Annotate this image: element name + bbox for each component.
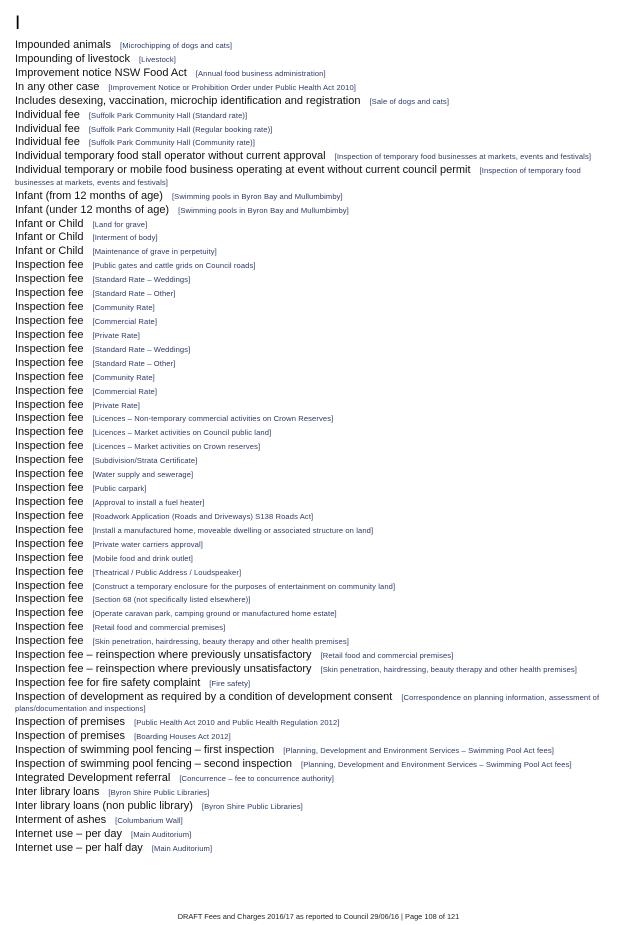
index-entry bbox=[15, 525, 615, 537]
entry-term: Inspection fee bbox=[15, 537, 84, 550]
index-entry bbox=[15, 553, 615, 565]
page-footer: DRAFT Fees and Charges 2016/17 as reported to Council 29/06/16 | Page 108 of 121 bbox=[177, 912, 460, 921]
entry-reference-link[interactable]: [Skin penetration, hairdressing, beauty therapy and other health premises] bbox=[320, 665, 578, 675]
index-entry bbox=[15, 581, 615, 593]
entry-term: Inspection of development as required by a condition of development consent bbox=[15, 690, 393, 703]
index-entry bbox=[15, 829, 615, 841]
index-entry bbox=[15, 165, 615, 188]
entry-reference-link[interactable]: [Roadwork Application (Roads and Driveways) S138 Roads Act] bbox=[92, 511, 314, 521]
index-entry bbox=[15, 400, 615, 412]
entry-reference-link[interactable]: [Construct a temporary enclosure for the purposes of entertainment on community land] bbox=[92, 581, 396, 591]
entry-term: Inspection fee bbox=[15, 454, 84, 467]
index-entry bbox=[15, 344, 615, 356]
entry-term: Inspection fee bbox=[15, 565, 84, 578]
entry-term: Inspection fee bbox=[15, 287, 84, 300]
entry-reference-link[interactable]: [Commercial Rate] bbox=[92, 317, 158, 327]
entry-reference-link[interactable]: [Inspection of temporary food businesses at markets, events and festivals] bbox=[15, 166, 581, 187]
entry-reference-link[interactable]: [Operate caravan park, camping ground or manufactured home estate] bbox=[92, 609, 337, 619]
index-entry bbox=[15, 731, 615, 743]
entry-term: Inspection fee bbox=[15, 398, 84, 411]
index-entry bbox=[15, 137, 615, 149]
index-entry bbox=[15, 205, 615, 217]
entry-term: In any other case bbox=[15, 80, 100, 93]
entry-reference-link[interactable]: [Land for grave] bbox=[92, 219, 148, 229]
entry-reference-link[interactable]: [Standard Rate – Weddings] bbox=[92, 344, 191, 354]
entry-term: Inspection fee bbox=[15, 440, 84, 453]
entry-term: Inspection fee bbox=[15, 273, 84, 286]
index-entry bbox=[15, 608, 615, 620]
entry-term: Inspection fee bbox=[15, 551, 84, 564]
entry-term: Individual temporary food stall operator without current approval bbox=[15, 150, 326, 163]
entry-term: Impounding of livestock bbox=[15, 52, 130, 65]
index-entry bbox=[15, 316, 615, 328]
index-entry bbox=[15, 483, 615, 495]
entry-reference-link[interactable]: [Inspection of temporary food businesses at markets, events and festivals] bbox=[334, 152, 592, 162]
entry-reference-link[interactable]: [Standard Rate – Other] bbox=[92, 358, 176, 368]
index-entry bbox=[15, 622, 615, 634]
entry-reference-link[interactable]: [Main Auditorium] bbox=[131, 829, 192, 839]
index-entry bbox=[15, 717, 615, 729]
entry-term: Includes desexing, vaccination, microchip identification and registration bbox=[15, 94, 361, 107]
entry-term: Impounded animals bbox=[15, 39, 112, 51]
entry-reference-link[interactable]: [Boarding Houses Act 2012] bbox=[134, 732, 231, 742]
entry-reference-link[interactable]: [Columbarium Wall] bbox=[115, 815, 183, 825]
entry-reference-link[interactable]: [Microchipping of dogs and cats] bbox=[120, 41, 233, 50]
entry-term: Inspection fee bbox=[15, 468, 84, 481]
entry-reference-link[interactable]: [Planning, Development and Environment Services – Swimming Pool Act fees] bbox=[301, 760, 572, 770]
entry-term: Infant (from 12 months of age) bbox=[15, 189, 163, 202]
entry-reference-link[interactable]: [Private water carriers approval] bbox=[92, 539, 203, 549]
entry-reference-link[interactable]: [Water supply and sewerage] bbox=[92, 470, 194, 480]
entry-term: Inter library loans (non public library) bbox=[15, 799, 193, 812]
entry-reference-link[interactable]: [Annual food business administration] bbox=[195, 68, 326, 78]
entry-reference-link[interactable]: [Main Auditorium] bbox=[151, 843, 213, 853]
index-entry bbox=[15, 815, 615, 827]
entry-term: Inspection fee bbox=[15, 496, 84, 508]
index-entry bbox=[15, 650, 615, 662]
entry-term: Inspection fee bbox=[15, 621, 84, 634]
entry-reference-link[interactable]: [Fire safety] bbox=[209, 678, 251, 688]
index-entry bbox=[15, 787, 615, 799]
index-entry bbox=[15, 539, 615, 551]
entry-reference-link[interactable]: [Correspondence on planning information, assessment of plans/documentation and inspections] bbox=[15, 692, 600, 714]
index-entry bbox=[15, 413, 615, 425]
index-entry bbox=[15, 773, 615, 785]
index-entry bbox=[15, 745, 615, 757]
entry-term: Inspection fee bbox=[15, 259, 84, 272]
index-entry bbox=[15, 664, 615, 676]
entry-term: Inspection fee bbox=[15, 509, 84, 522]
index-entry bbox=[15, 191, 615, 203]
index-entry bbox=[15, 678, 615, 690]
index-entry bbox=[15, 54, 615, 66]
entry-reference-link[interactable]: [Interment of body] bbox=[92, 233, 158, 243]
entry-reference-link[interactable]: [Suffolk Park Community Hall (Standard rate)] bbox=[88, 110, 248, 120]
index-entry bbox=[15, 219, 615, 231]
entry-term: Individual fee bbox=[15, 108, 80, 121]
index-entry bbox=[15, 455, 615, 467]
entry-reference-link[interactable]: [Byron Shire Public Libraries] bbox=[108, 787, 210, 797]
index-entry bbox=[15, 358, 615, 370]
entry-term: Interment of ashes bbox=[15, 813, 107, 826]
index-entry bbox=[15, 692, 615, 715]
index-entry bbox=[15, 594, 615, 606]
entry-term: Inspection of premises bbox=[15, 716, 126, 729]
entry-reference-link[interactable]: [Public Health Act 2010 and Public Health Regulation 2012] bbox=[134, 718, 340, 728]
index-entries bbox=[15, 40, 615, 857]
entry-reference-link[interactable]: [Retail food and commercial premises] bbox=[320, 651, 454, 661]
entry-reference-link[interactable]: [Commercial Rate] bbox=[92, 386, 158, 396]
index-entry bbox=[15, 260, 615, 272]
index-entry bbox=[15, 274, 615, 286]
entry-reference-link[interactable]: [Community Rate] bbox=[92, 372, 155, 382]
index-entry bbox=[15, 68, 615, 80]
entry-reference-link[interactable]: [Maintenance of grave in perpetuity] bbox=[92, 247, 217, 257]
entry-reference-link[interactable]: [Suffolk Park Community Hall (Community rate)] bbox=[88, 138, 255, 148]
entry-reference-link[interactable]: [Suffolk Park Community Hall (Regular booking rate)] bbox=[88, 124, 273, 134]
index-entry bbox=[15, 246, 615, 258]
entry-term: Individual fee bbox=[15, 122, 80, 135]
entry-reference-link[interactable]: [Sale of dogs and cats] bbox=[369, 96, 450, 106]
entry-term: Internet use – per day bbox=[15, 827, 123, 840]
entry-reference-link[interactable]: [Standard Rate – Weddings] bbox=[92, 275, 191, 285]
entry-term: Inspection fee – reinspection where previously unsatisfactory bbox=[15, 649, 312, 662]
index-entry bbox=[15, 110, 615, 122]
entry-reference-link[interactable]: [Licences – Market activities on Crown reserves] bbox=[92, 442, 261, 452]
entry-reference-link[interactable]: [Skin penetration, hairdressing, beauty therapy and other health premises] bbox=[92, 637, 349, 647]
index-entry bbox=[15, 82, 615, 94]
entry-reference-link[interactable]: [Mobile food and drink outlet] bbox=[92, 553, 194, 563]
entry-term: Inspection fee bbox=[15, 301, 84, 314]
entry-term: Inspection fee bbox=[15, 426, 84, 439]
entry-term: Inspection fee bbox=[15, 384, 84, 397]
entry-term: Inspection fee bbox=[15, 370, 84, 383]
entry-term: Internet use – per half day bbox=[15, 841, 143, 854]
index-entry bbox=[15, 843, 615, 855]
entry-term: Inspection of premises bbox=[15, 730, 126, 743]
entry-reference-link[interactable]: [Community Rate] bbox=[92, 303, 155, 313]
entry-term: Inspection fee bbox=[15, 635, 84, 648]
entry-reference-link[interactable]: [Theatrical / Public Address / Loudspeaker] bbox=[92, 567, 242, 577]
entry-reference-link[interactable]: [Improvement Notice or Prohibition Order under Public Health Act 2010] bbox=[108, 82, 356, 92]
entry-reference-link[interactable]: [Section 68 (not specifically listed elsewhere)] bbox=[92, 595, 251, 605]
index-entry bbox=[15, 40, 615, 52]
entry-term: Inspection fee bbox=[15, 523, 84, 536]
entry-term: Individual temporary or mobile food business operating at event without current council permit bbox=[15, 164, 471, 177]
entry-reference-link[interactable]: [Swimming pools in Byron Bay and Mullumbimby] bbox=[171, 191, 343, 201]
entry-term: Infant (under 12 months of age) bbox=[15, 203, 170, 216]
entry-reference-link[interactable]: [Retail food and commercial premises] bbox=[92, 623, 226, 633]
entry-reference-link[interactable]: [Livestock] bbox=[138, 54, 176, 64]
index-entry bbox=[15, 232, 615, 244]
entry-term: Inspection fee bbox=[15, 593, 84, 606]
index-entry bbox=[15, 386, 615, 398]
index-entry bbox=[15, 372, 615, 384]
entry-term: Inspection fee for fire safety complaint bbox=[15, 676, 201, 689]
index-entry bbox=[15, 497, 615, 509]
entry-term: Inspection of swimming pool fencing – second inspection bbox=[15, 758, 292, 771]
section-letter: I bbox=[15, 13, 21, 34]
index-entry bbox=[15, 124, 615, 136]
entry-term: Inspection fee bbox=[15, 328, 84, 341]
entry-reference-link[interactable]: [Private Rate] bbox=[92, 330, 140, 340]
entry-reference-link[interactable]: [Public gates and cattle grids on Council roads] bbox=[92, 261, 256, 271]
entry-term: Inspection fee bbox=[15, 342, 84, 355]
entry-reference-link[interactable]: [Licences – Market activities on Council public land] bbox=[92, 428, 272, 438]
entry-term: Inspection fee bbox=[15, 607, 84, 620]
entry-reference-link[interactable]: [Approval to install a fuel heater] bbox=[92, 498, 205, 507]
entry-term: Improvement notice NSW Food Act bbox=[15, 66, 187, 79]
entry-term: Inspection fee bbox=[15, 482, 84, 495]
entry-term: Integrated Development referral bbox=[15, 772, 171, 785]
entry-term: Infant or Child bbox=[15, 231, 84, 244]
entry-reference-link[interactable]: [Concurrence – fee to concurrence authority] bbox=[179, 774, 334, 784]
entry-term: Inspection fee bbox=[15, 412, 84, 425]
entry-term: Individual fee bbox=[15, 136, 80, 149]
index-entry bbox=[15, 636, 615, 648]
entry-reference-link[interactable]: [Swimming pools in Byron Bay and Mullumbimby] bbox=[178, 205, 349, 215]
entry-term: Infant or Child bbox=[15, 217, 84, 230]
entry-term: Inspection of swimming pool fencing – first inspection bbox=[15, 744, 275, 757]
index-entry bbox=[15, 801, 615, 813]
index-entry bbox=[15, 96, 615, 108]
index-entry bbox=[15, 427, 615, 439]
entry-term: Inspection fee bbox=[15, 356, 84, 369]
entry-reference-link[interactable]: [Install a manufactured home, moveable dwelling or associated structure on land] bbox=[92, 525, 374, 535]
index-entry bbox=[15, 567, 615, 579]
index-entry bbox=[15, 151, 615, 163]
index-entry bbox=[15, 330, 615, 342]
entry-reference-link[interactable]: [Public carpark] bbox=[92, 484, 147, 494]
entry-reference-link[interactable]: [Byron Shire Public Libraries] bbox=[201, 801, 303, 811]
entry-reference-link[interactable]: [Subdivision/Strata Certificate] bbox=[92, 456, 198, 466]
index-entry bbox=[15, 511, 615, 523]
entry-reference-link[interactable]: [Planning, Development and Environment Services – Swimming Pool Act fees] bbox=[283, 746, 554, 756]
entry-term: Inspection fee – reinspection where previously unsatisfactory bbox=[15, 663, 312, 676]
index-entry bbox=[15, 302, 615, 314]
index-entry bbox=[15, 441, 615, 453]
entry-reference-link[interactable]: [Private Rate] bbox=[92, 400, 140, 410]
entry-reference-link[interactable]: [Licences – Non-temporary commercial activities on Crown Reserves] bbox=[92, 414, 334, 424]
index-entry bbox=[15, 469, 615, 481]
entry-term: Inter library loans bbox=[15, 785, 100, 798]
entry-term: Inspection fee bbox=[15, 579, 84, 592]
entry-term: Inspection fee bbox=[15, 315, 84, 328]
entry-term: Infant or Child bbox=[15, 245, 84, 258]
entry-reference-link[interactable]: [Standard Rate – Other] bbox=[92, 289, 176, 299]
index-entry bbox=[15, 288, 615, 300]
index-entry bbox=[15, 759, 615, 771]
